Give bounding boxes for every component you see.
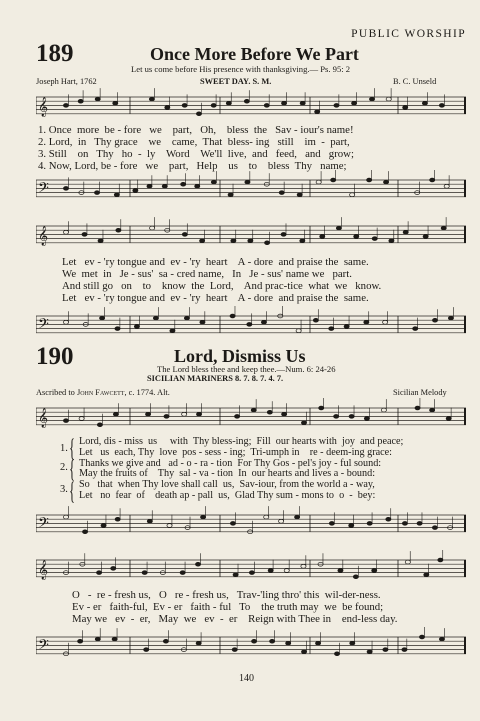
lyric-line: 1. Once more be - fore we part, Oh, bless the Sav - iour's name! <box>38 124 354 136</box>
hymn-epigraph: The Lord bless thee and keep thee.—Num. 6: 24-26 <box>157 364 336 374</box>
music-staff-treble <box>36 550 466 590</box>
verse-brace: { <box>69 456 75 483</box>
hymn-tune: SWEET DAY. S. M. <box>200 77 272 86</box>
lyric-line: And still go on to know the Lord, And prac-tice what we know. <box>62 280 382 292</box>
lyric-line: Lord, dis - miss us with Thy bless-ing; Fill our hearts with joy and peace; <box>79 436 404 447</box>
svg-text:𝄞: 𝄞 <box>38 226 49 247</box>
lyric-line: 4. Now, Lord, be - fore we part, Help us to bless Thy name; <box>38 160 347 172</box>
attribution-suffix: , c. 1774. Alt. <box>124 388 170 397</box>
lyric-line: 3. Still on Thy ho - ly Word We'll live, and feed, and grow; <box>38 148 354 160</box>
verse-brace: { <box>69 478 75 505</box>
verse-brace: { <box>69 435 75 462</box>
svg-text:𝄢: 𝄢 <box>38 515 49 536</box>
lyric-line: Let ev - 'ry tongue and ev - 'ry heart A - dore and praise the same. <box>62 292 369 304</box>
hymn-title: Once More Before We Part <box>150 44 359 64</box>
lyric-line: 2. Lord, in Thy grace we came, That bless- ing still im - part, <box>38 136 350 148</box>
svg-text:𝄢: 𝄢 <box>38 180 49 201</box>
attribution-prefix: Ascribed to <box>36 388 75 397</box>
svg-text:𝄞: 𝄞 <box>38 408 49 429</box>
section-header: PUBLIC WORSHIP <box>351 28 466 40</box>
svg-text:𝄞: 𝄞 <box>38 560 49 581</box>
svg-text:𝄢: 𝄢 <box>38 316 49 337</box>
svg-text:𝄞: 𝄞 <box>38 97 49 118</box>
lyric-line: Let us each, Thy love pos - sess - ing; Tri-umph in re - deem-ing grace: <box>79 446 393 458</box>
lyrics-block <box>79 437 403 502</box>
music-staff-treble <box>36 87 466 127</box>
music-staff-treble <box>36 398 466 438</box>
lyric-line: May we ev - er, May we ev - er Reign with Thee in end-less day. <box>72 613 398 625</box>
page-number: 140 <box>239 673 254 684</box>
hymn-number: 189 <box>36 40 74 67</box>
lyrics-block <box>72 589 397 625</box>
lyrics-block <box>62 256 381 304</box>
verse-number: 3. <box>60 484 68 495</box>
lyric-line: So that when Thy love shall call us, Sav-iour, from the world a - way, <box>79 479 375 491</box>
hymn-number: 190 <box>36 343 74 370</box>
hymn-author: John Fawcett <box>76 388 125 397</box>
verse-number: 2. <box>60 462 68 473</box>
lyric-line: We met in Je - sus' sa - cred name, In Je - sus' name we part. <box>62 268 352 280</box>
music-staff-bass <box>36 505 466 545</box>
hymn-composer: B. C. Unseld <box>393 77 437 86</box>
hymn-epigraph: Let us come before His presence with thanksgiving.— Ps. 95: 2 <box>131 64 351 74</box>
music-staff-bass <box>36 306 466 346</box>
music-staff-treble <box>36 216 466 256</box>
hymn-author: Joseph Hart, 1762 <box>36 77 97 86</box>
lyric-line: Thanks we give and ad - o - ra - tion For Thy Gos - pel's joy - ful sound: <box>79 457 382 469</box>
verse-number: 1. <box>60 443 68 454</box>
hymn-attribution <box>36 388 170 397</box>
lyric-line: Let no fear of death ap - pall us, Glad Thy sum - mons to o - bey: <box>79 489 376 501</box>
lyric-line: Ev - er faith-ful, Ev - er faith - ful To the truth may we be found; <box>72 601 384 613</box>
hymn-title: Lord, Dismiss Us <box>174 346 306 366</box>
lyric-line: May the fruits of Thy sal - va - tion In our hearts and lives a - bound: <box>79 468 376 480</box>
music-staff-bass <box>36 170 466 210</box>
hymn-tune: SICILIAN MARINERS 8. 7. 8. 7. 4. 7. <box>147 374 284 383</box>
lyrics-block <box>38 124 354 172</box>
music-staff-bass <box>36 627 466 667</box>
hymn-composer: Sicilian Melody <box>393 388 447 397</box>
lyric-line: O - re - fresh us, O re - fresh us, Trav-'ling thro' this wil-der-ness. <box>72 589 381 601</box>
lyric-line: Let ev - 'ry tongue and ev - 'ry heart A - dore and praise the same. <box>62 256 369 268</box>
svg-text:𝄢: 𝄢 <box>38 637 49 658</box>
